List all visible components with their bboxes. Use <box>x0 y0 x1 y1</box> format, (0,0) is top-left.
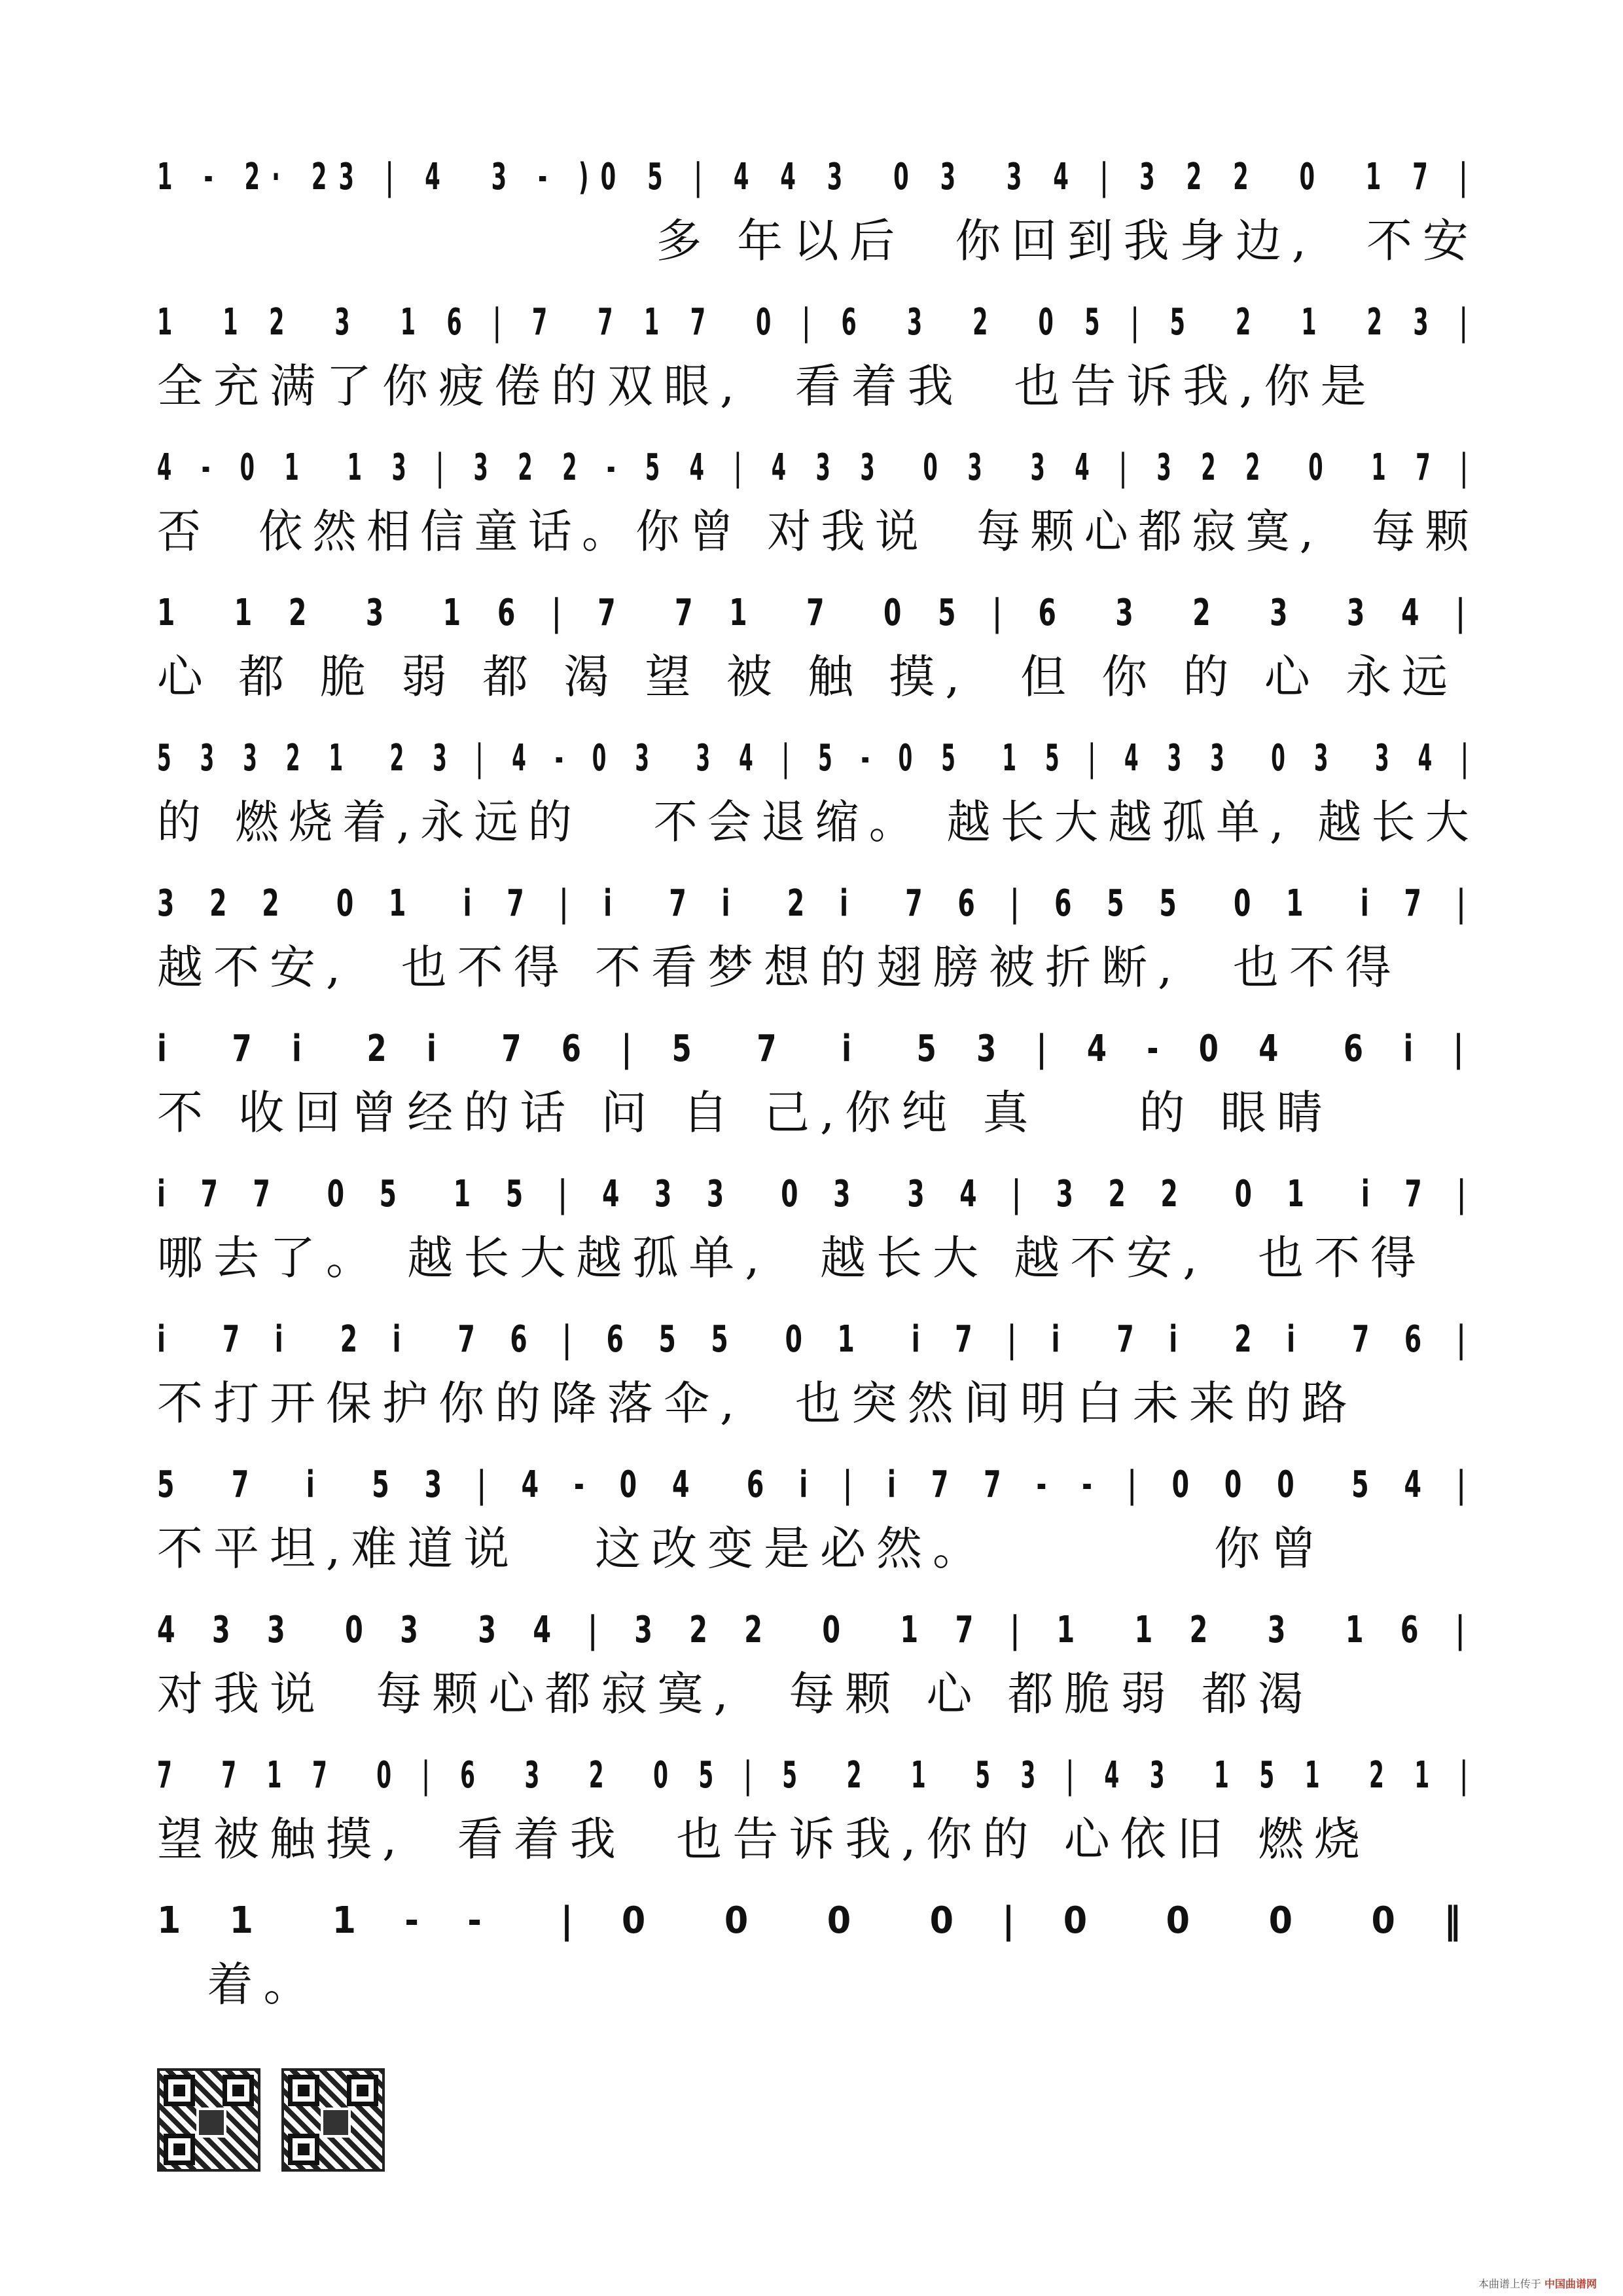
score-system-2 <box>157 293 1479 439</box>
lyrics-line: 哪去了。 越长大越孤单, 越长大 越不安, 也不得 <box>157 1231 1427 1285</box>
notation-line: 5 7 i 5 3 | 4 - 0 4 6 i | i 7 7 - - | 0 0 0 5 4 | <box>157 1463 1479 1506</box>
brand-name: 中国曲谱网 <box>1544 2278 1597 2290</box>
lyrics-line: 不 收回曾经的话 问 自 己,你纯 真 的 眼睛 <box>157 1086 1333 1139</box>
qr-code-icon <box>157 2068 260 2172</box>
score-system-3 <box>157 439 1479 584</box>
qr-eye <box>347 2075 378 2106</box>
notation-line: 1 1 1 - - | 0 0 0 0 | 0 0 0 0 ‖ <box>157 1899 1480 1942</box>
lyrics-line: 心 都 脆 弱 都 渴 望 被 触 摸, 但 你 的 心 永远 <box>157 650 1459 704</box>
notation-line: 1 1 2 3 1 6 | 7 7 1 7 0 5 | 6 3 2 3 3 4 | <box>157 592 1479 634</box>
notation-line: 4 - 0 1 1 3 | 3 2 2 - 5 4 | 4 3 3 0 3 3 4 | 3 2 2 0 1 7 | <box>157 446 1479 489</box>
score-system-7 <box>157 1020 1479 1165</box>
qr-code-icon <box>281 2068 385 2172</box>
lyrics-line: 望被触摸, 看着我 也告诉我,你的 心依旧 燃烧 <box>157 1812 1371 1866</box>
qr-logo <box>321 2108 351 2138</box>
notation-line: 5 3 3 2 1 2 3 | 4 - 0 3 3 4 | 5 - 0 5 1 5 | 4 3 3 0 3 3 4 | <box>157 737 1480 780</box>
score-system-8 <box>157 1165 1479 1310</box>
notation-line: i 7 i 2 i 7 6 | 5 7 i 5 3 | 4 - 0 4 6 i | <box>157 1028 1479 1070</box>
qr-eye <box>164 2075 195 2106</box>
notation-line: 1 1 2 3 1 6 | 7 7 1 7 0 | 6 3 2 0 5 | 5 2 1 2 3 | <box>157 301 1480 344</box>
lyrics-line: 不打开保护你的降落伞, 也突然间明白未来的路 <box>157 1376 1358 1430</box>
lyrics-line: 否 依然相信童话。你曾 对我说 每颗心都寂寞, 每颗 <box>157 505 1480 558</box>
qr-eye <box>288 2134 319 2165</box>
qr-eye <box>164 2134 195 2165</box>
score-system-4 <box>157 584 1479 729</box>
notation-line: 4 3 3 0 3 3 4 | 3 2 2 0 1 7 | 1 1 2 3 1 6 | <box>157 1609 1479 1651</box>
score-system-9 <box>157 1310 1479 1456</box>
footer-credit <box>1478 2276 1597 2291</box>
lyrics-line: 多 年以后 你回到我身边, 不安 <box>157 214 1479 268</box>
qr-eye <box>223 2075 254 2106</box>
lyrics-line: 着。 <box>157 1958 320 2011</box>
notation-line: 1 - 2· 23 | 4 3 - )0 5 | 4 4 3 0 3 3 4 | 3 2 2 0 1 7 | <box>157 156 1480 198</box>
score-system-13 <box>157 1892 1479 2037</box>
lyrics-line: 的 燃烧着,永远的 不会退缩。 越长大越孤单, 越长大 <box>157 795 1480 849</box>
score-system-1 <box>157 148 1479 293</box>
lyrics-line: 对我说 每颗心都寂寞, 每颗 心 都脆弱 都渴 <box>157 1667 1315 1721</box>
notation-line: 3 2 2 0 1 i 7 | i 7 i 2 i 7 6 | 6 5 5 0 1 i 7 | <box>157 882 1479 925</box>
qr-eye <box>288 2075 319 2106</box>
score-system-10 <box>157 1456 1479 1601</box>
notation-line: i 7 7 0 5 1 5 | 4 3 3 0 3 3 4 | 3 2 2 0 1 i 7 | <box>157 1173 1480 1215</box>
score-system-6 <box>157 874 1479 1020</box>
score-system-11 <box>157 1601 1479 1746</box>
notation-line: 7 7 1 7 0 | 6 3 2 0 5 | 5 2 1 5 3 | 4 3 1 5 1 2 1 | <box>157 1754 1480 1797</box>
score-system-5 <box>157 729 1479 874</box>
uploaded-by-text: 本曲谱上传于 <box>1478 2278 1541 2290</box>
score <box>157 148 1479 2037</box>
qr-logo <box>196 2108 226 2138</box>
score-system-12 <box>157 1746 1479 1892</box>
notation-line: i 7 i 2 i 7 6 | 6 5 5 0 1 i 7 | i 7 i 2 i 7 6 | <box>157 1318 1479 1361</box>
lyrics-line: 全充满了你疲倦的双眼, 看着我 也告诉我,你是 <box>157 359 1377 413</box>
lyrics-line: 越不安, 也不得 不看梦想的翅膀被折断, 也不得 <box>157 941 1402 994</box>
lyrics-line: 不平坦,难道说 这改变是必然。 你曾 <box>157 1522 1327 1575</box>
